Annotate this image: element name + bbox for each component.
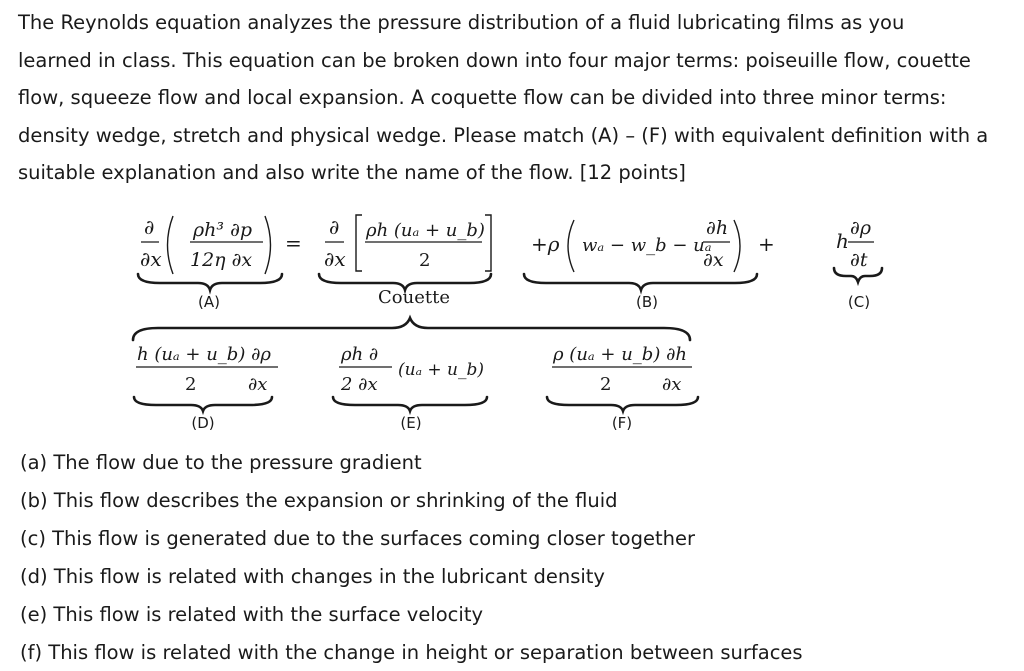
svg-text:+: +	[758, 232, 775, 256]
svg-text:2: 2	[185, 374, 197, 395]
svg-text:(uₐ + u_b): (uₐ + u_b)	[398, 360, 484, 380]
option-a: (a) The flow due to the pressure gradient	[20, 451, 422, 474]
svg-text:2: 2	[600, 374, 612, 395]
term-b-squeeze	[531, 217, 775, 272]
label-d: (D)	[191, 414, 215, 432]
question-line: suitable explanation and also write the name of the flow. [12 points]	[18, 161, 686, 184]
svg-text:∂t: ∂t	[850, 249, 868, 271]
svg-text:ρ (uₐ + u_b) ∂h: ρ (uₐ + u_b) ∂h	[553, 344, 687, 365]
brace-b	[524, 274, 757, 290]
svg-text:∂h: ∂h	[706, 217, 729, 239]
svg-text:∂x: ∂x	[324, 247, 346, 271]
term-a-poiseuille	[140, 215, 302, 274]
svg-text:ρh (uₐ + u_b): ρh (uₐ + u_b)	[366, 220, 485, 241]
svg-text:ρh ∂: ρh ∂	[341, 344, 379, 365]
label-b: (B)	[636, 293, 658, 311]
svg-text:∂x: ∂x	[140, 247, 162, 271]
svg-text:=: =	[285, 231, 302, 255]
term-c-local-expansion	[836, 217, 874, 271]
svg-text:h: h	[836, 229, 849, 253]
question-line: flow, squeeze flow and local expansion. A coquette flow can be divided into three minor terms:	[18, 86, 947, 109]
option-e: (e) This flow is related with the surface velocity	[20, 602, 484, 626]
brace-f	[547, 397, 698, 411]
svg-text:∂x: ∂x	[248, 374, 268, 395]
svg-text:∂ρ: ∂ρ	[850, 217, 871, 239]
svg-text:h (uₐ + u_b) ∂ρ: h (uₐ + u_b) ∂ρ	[137, 344, 271, 365]
term-couette-stretch	[324, 215, 491, 271]
term-f-physical-wedge	[552, 344, 692, 395]
option-c: (c) This flow is generated due to the surfaces coming closer together	[20, 526, 695, 550]
svg-text:2 ∂x: 2 ∂x	[341, 374, 378, 395]
answer-options	[20, 444, 803, 671]
question-line: learned in class. This equation can be broken down into four major terms: poiseuille flow, couette	[18, 48, 971, 72]
term-d-density-wedge	[136, 344, 278, 395]
svg-text:∂x: ∂x	[703, 249, 724, 271]
label-c: (C)	[847, 293, 871, 311]
svg-text:12η ∂x: 12η ∂x	[190, 249, 253, 271]
brace-d	[134, 397, 272, 411]
question-line: density wedge, stretch and physical wedge. Please match (A) – (F) with equivalent definition with a	[18, 123, 989, 147]
label-e: (E)	[400, 414, 422, 432]
brace-couette-split	[133, 318, 690, 340]
brace-e	[333, 397, 487, 411]
svg-text:∂x: ∂x	[662, 374, 682, 395]
label-couette: Couette	[378, 287, 450, 308]
svg-text:∂: ∂	[144, 215, 155, 239]
label-a: (A)	[198, 293, 220, 311]
option-f: (f) This flow is related with the change in height or separation between surfaces	[20, 640, 803, 664]
question-line: The Reynolds equation analyzes the pressure distribution of a fluid lubricating films as you	[18, 11, 905, 34]
svg-text:2: 2	[419, 250, 431, 271]
svg-text:ρh³ ∂p: ρh³ ∂p	[193, 219, 253, 241]
term-e-stretch	[339, 344, 484, 395]
svg-text:+ρ: +ρ	[531, 232, 560, 256]
svg-text:∂: ∂	[329, 215, 340, 239]
brace-a	[138, 274, 282, 290]
svg-text:wₐ − w_b − uₐ: wₐ − w_b − uₐ	[582, 235, 712, 256]
option-d: (d) This flow is related with changes in the lubricant density	[20, 564, 605, 588]
option-b: (b) This flow describes the expansion or shrinking of the fluid	[20, 488, 618, 512]
label-f: (F)	[611, 414, 633, 432]
